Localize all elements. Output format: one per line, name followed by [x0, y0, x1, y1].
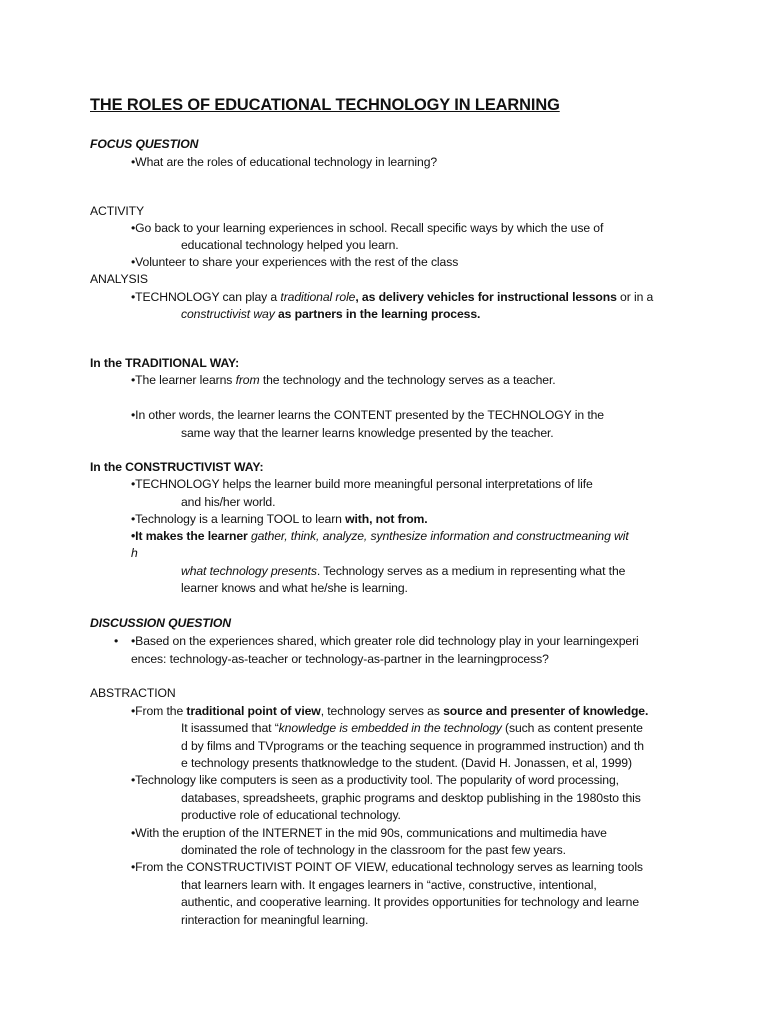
- constructivist-emphasis: gather, think, analyze, synthesize information and constructmeaning wit: [250, 529, 629, 543]
- traditional-bullet-2-line-2: same way that the learner learns knowledge presented by the teacher.: [181, 426, 554, 440]
- traditional-bullet-2-line-1: •In other words, the learner learns the CONTENT presented by the TECHNOLOGY in the: [131, 408, 604, 422]
- constructivist-bullet-3-line-2: [181, 563, 625, 579]
- constructivist-bullet-3-line-1: [131, 528, 629, 544]
- abstraction-text: , technology serves as: [320, 704, 444, 718]
- focus-question-heading: FOCUS QUESTION: [90, 137, 199, 151]
- abstraction-bullet-4-line-1: •From the CONSTRUCTIVIST POINT OF VIEW, educational technology serves as learning tools: [131, 860, 643, 874]
- abstraction-bold-text: traditional point of view: [186, 704, 321, 718]
- analysis-heading: ANALYSIS: [90, 272, 148, 286]
- abstraction-text: (such as content presente: [501, 721, 643, 735]
- analysis-bold-text: as partners in the learning process.: [274, 307, 481, 321]
- discussion-question-heading: DISCUSSION QUESTION: [90, 616, 231, 630]
- activity-heading: ACTIVITY: [90, 204, 145, 218]
- analysis-text: •TECHNOLOGY can play a: [131, 290, 281, 304]
- abstraction-bullet-1-line-3: d by films and TVprograms or the teaching sequence in programmed instruction) and th: [181, 739, 644, 753]
- abstraction-bullet-4-line-4: rinteraction for meaningful learning.: [181, 913, 369, 927]
- abstraction-bullet-2-line-2: databases, spreadsheets, graphic programs and desktop publishing in the 1980sto this: [181, 791, 641, 805]
- focus-question-text: •What are the roles of educational technology in learning?: [131, 155, 438, 169]
- traditional-emphasis: from: [235, 373, 260, 387]
- constructivist-bullet-3-wrap: h: [131, 546, 138, 560]
- document-title: THE ROLES OF EDUCATIONAL TECHNOLOGY IN LEARNING: [90, 96, 560, 114]
- analysis-line-2: [181, 306, 480, 322]
- analysis-text: or in a: [616, 290, 654, 304]
- constructivist-text: . Technology serves as a medium in representing what the: [316, 564, 626, 578]
- activity-bullet-2: •Volunteer to share your experiences with the rest of the class: [131, 255, 459, 269]
- constructivist-bold-text: •It makes the learner: [131, 529, 251, 543]
- abstraction-bullet-3-line-2: dominated the role of technology in the classroom for the past few years.: [181, 843, 566, 857]
- abstraction-bullet-4-line-3: authentic, and cooperative learning. It provides opportunities for technology and learne: [181, 895, 640, 909]
- abstraction-bullet-1-line-4: e technology presents thatknowledge to the student. (David H. Jonassen, et al, 1999): [181, 756, 632, 770]
- abstraction-bullet-1-line-1: [131, 703, 648, 719]
- discussion-question-line-1: •Based on the experiences shared, which greater role did technology play in your learningexperi: [131, 634, 639, 648]
- discussion-question-line-2: ences: technology-as-teacher or technology-as-partner in the learningprocess?: [131, 652, 549, 666]
- constructivist-emphasis: what technology presents: [181, 564, 317, 578]
- traditional-bullet-1: [131, 372, 556, 388]
- abstraction-bullet-2-line-3: productive role of educational technology.: [181, 808, 401, 822]
- abstraction-bullet-4-line-2: that learners learn with. It engages learners in “active, constructive, intentional,: [181, 878, 597, 892]
- constructivist-way-heading: In the CONSTRUCTIVIST WAY:: [90, 460, 264, 474]
- abstraction-bullet-3-line-1: •With the eruption of the INTERNET in the mid 90s, communications and multimedia have: [131, 826, 607, 840]
- constructivist-bullet-3-line-3: learner knows and what he/she is learning.: [181, 581, 408, 595]
- constructivist-bullet-1-line-1: •TECHNOLOGY helps the learner build more meaningful personal interpretations of life: [131, 477, 593, 491]
- activity-bullet-1-line-2: educational technology helped you learn.: [181, 238, 399, 252]
- traditional-text: •The learner learns: [131, 373, 236, 387]
- abstraction-bullet-2-line-1: •Technology like computers is seen as a productivity tool. The popularity of word processing,: [131, 773, 619, 787]
- analysis-emphasis: traditional role: [280, 290, 356, 304]
- abstraction-text: It isassumed that “: [181, 721, 279, 735]
- constructivist-text: •Technology is a learning TOOL to learn: [131, 512, 346, 526]
- traditional-way-heading: In the TRADITIONAL WAY:: [90, 356, 240, 370]
- discussion-list-bullet: •: [114, 634, 119, 648]
- analysis-emphasis: constructivist way: [181, 307, 275, 321]
- abstraction-bold-text: source and presenter of knowledge.: [443, 704, 649, 718]
- abstraction-bullet-1-line-2: [181, 720, 643, 736]
- activity-bullet-1-line-1: •Go back to your learning experiences in school. Recall specific ways by which the use of: [131, 221, 604, 235]
- constructivist-bullet-1-line-2: and his/her world.: [181, 495, 276, 509]
- constructivist-bullet-2: [131, 511, 428, 527]
- traditional-text: the technology and the technology serves as a teacher.: [259, 373, 556, 387]
- abstraction-heading: ABSTRACTION: [90, 686, 176, 700]
- constructivist-bold-text: with, not from.: [345, 512, 428, 526]
- analysis-bold-text: , as delivery vehicles for instructional lessons: [355, 290, 617, 304]
- abstraction-emphasis: knowledge is embedded in the technology: [278, 721, 502, 735]
- analysis-line-1: [131, 289, 653, 305]
- abstraction-text: •From the: [131, 704, 187, 718]
